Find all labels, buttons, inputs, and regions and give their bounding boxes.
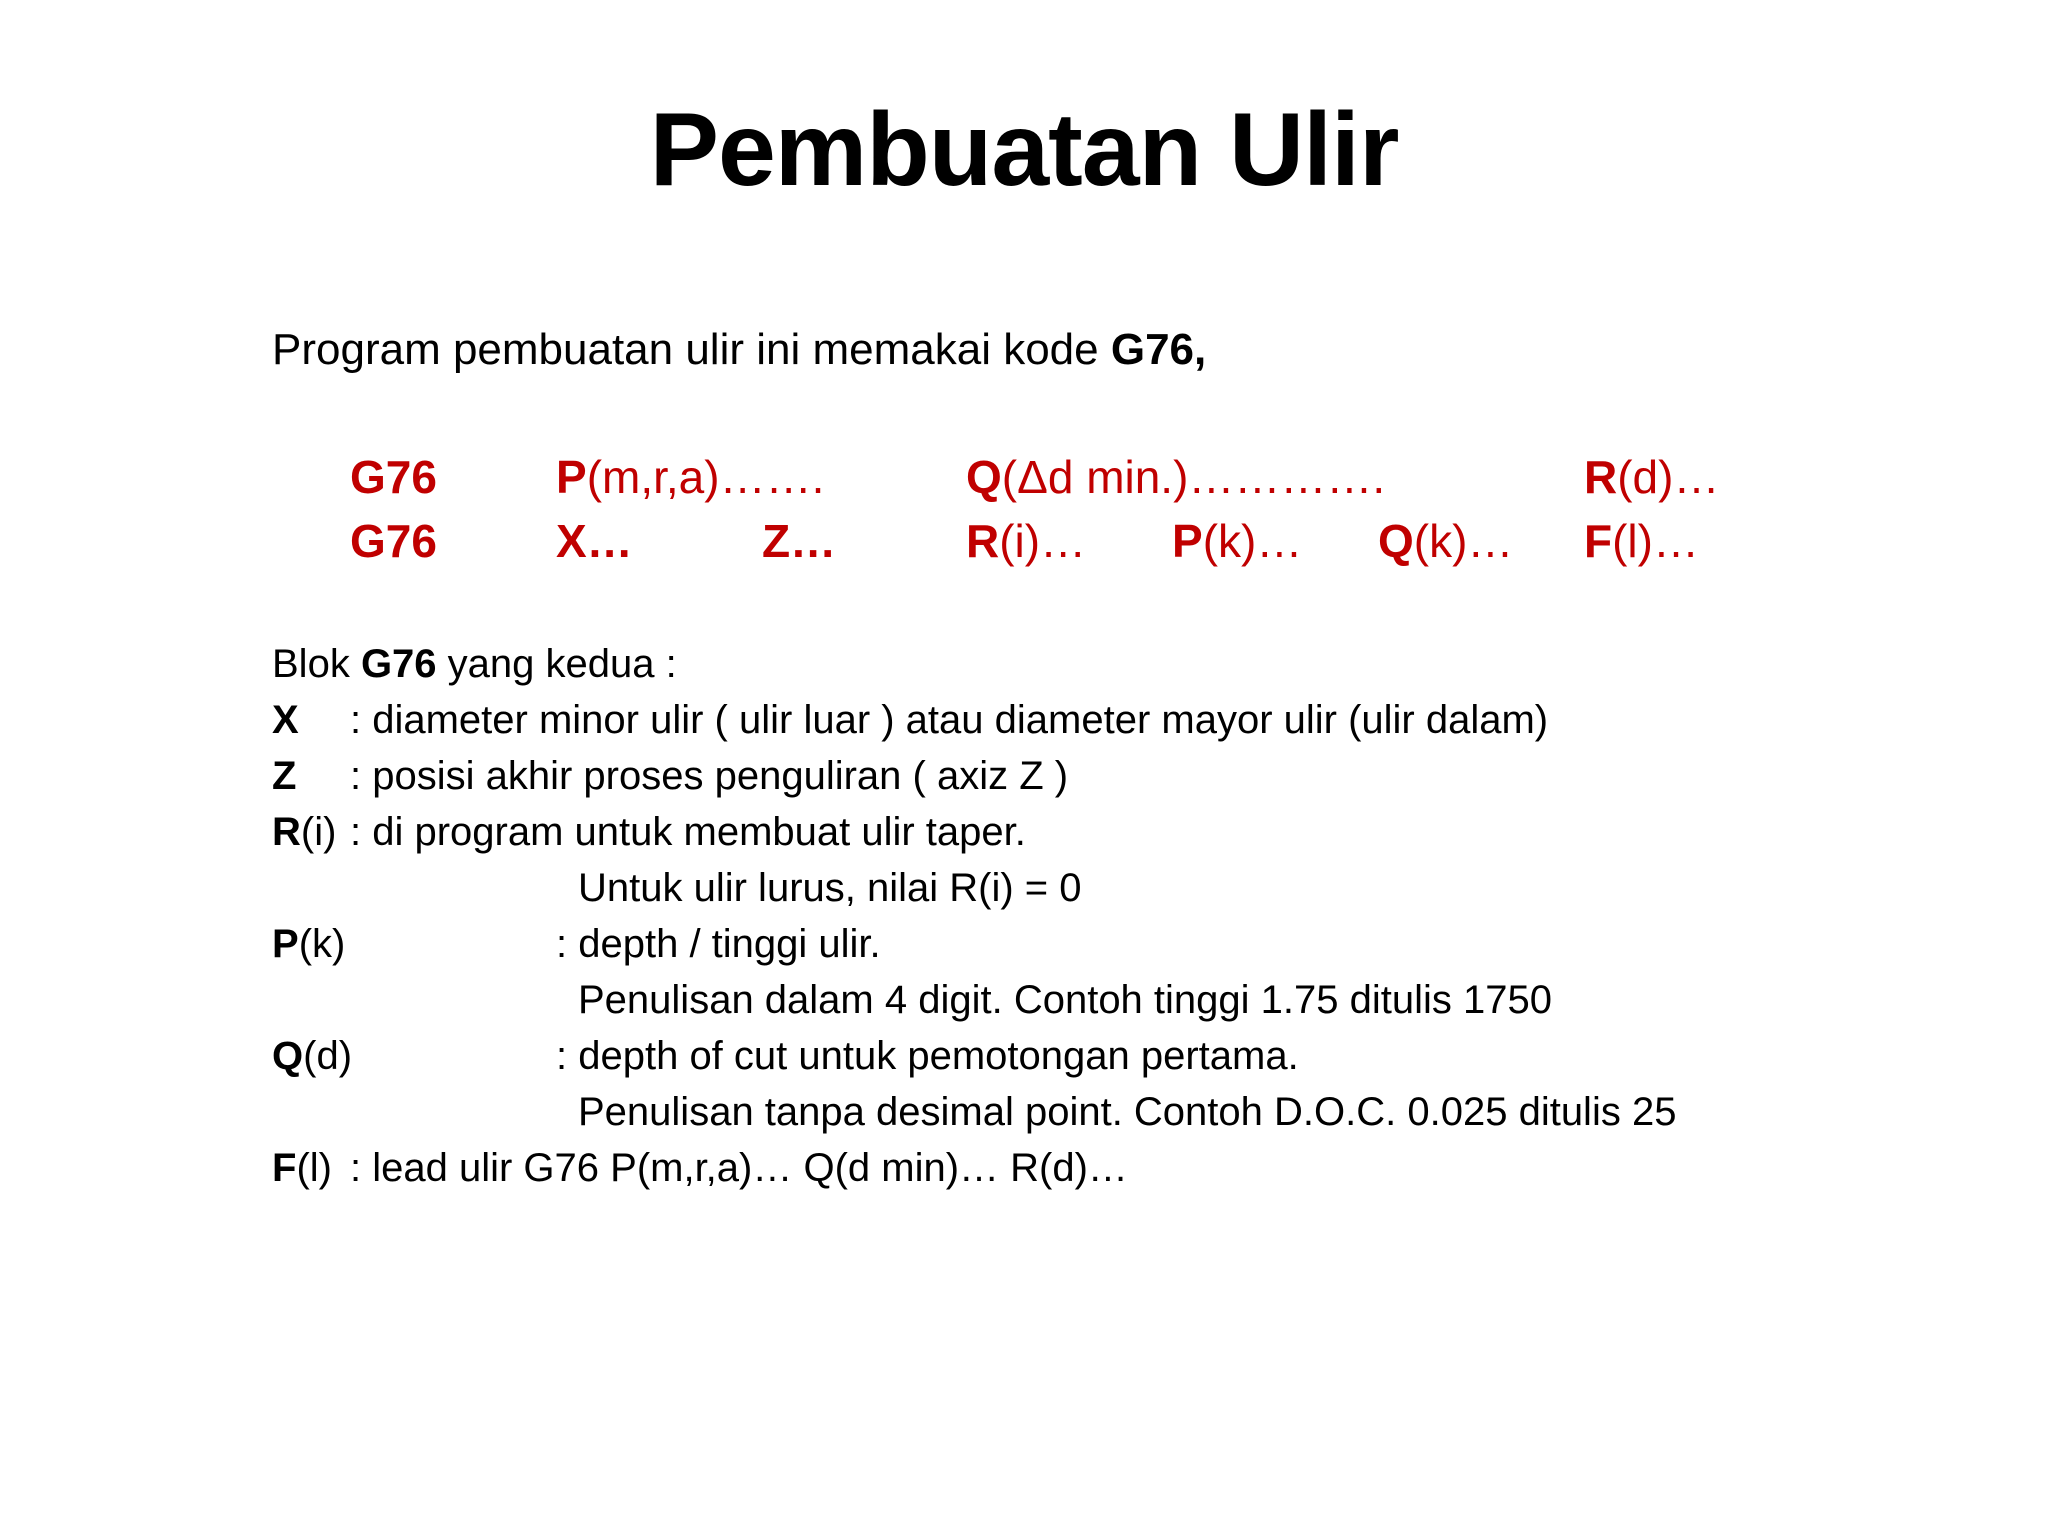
param-r-desc: : di program untuk membuat ulir taper. bbox=[350, 810, 1026, 854]
param-p-key-wrap bbox=[272, 916, 345, 972]
block-header bbox=[272, 636, 677, 692]
code-line-1-p-rest: (m,r,a)……. bbox=[586, 451, 825, 503]
code-line-1-p-letter: P bbox=[556, 451, 587, 503]
param-q-line-2 bbox=[578, 1084, 1676, 1140]
param-r-key: R bbox=[272, 810, 301, 854]
param-p-line-2 bbox=[578, 972, 1552, 1028]
param-r-desc-2: Untuk ulir lurus, nilai R(i) = 0 bbox=[578, 866, 1082, 910]
param-r-line-2 bbox=[578, 860, 1082, 916]
param-q-desc-2: Penulisan tanpa desimal point. Contoh D.O.C. 0.025 ditulis 25 bbox=[578, 1090, 1677, 1134]
param-r-key-rest: (i) bbox=[300, 810, 337, 854]
param-p-desc: : depth / tinggi ulir. bbox=[556, 922, 881, 966]
slide-title: Pembuatan Ulir bbox=[649, 92, 1399, 208]
param-x-desc: : diameter minor ulir ( ulir luar ) atau diameter mayor ulir (ulir dalam) bbox=[350, 698, 1549, 742]
param-p bbox=[272, 916, 1772, 972]
param-z bbox=[272, 748, 1772, 804]
param-q-key-wrap bbox=[272, 1028, 352, 1084]
code-line-2-r-letter: R bbox=[966, 515, 1000, 567]
block-header-post: yang kedua : bbox=[436, 642, 677, 686]
code-line-2-f-rest: (l)… bbox=[1612, 515, 1699, 567]
param-f-key: F bbox=[272, 1146, 297, 1190]
code-line-2-p-letter: P bbox=[1172, 515, 1203, 567]
code-line-2-f-letter: F bbox=[1584, 515, 1613, 567]
intro-text: Program pembuatan ulir ini memakai kode bbox=[272, 325, 1111, 374]
param-f-key-wrap bbox=[272, 1140, 332, 1196]
param-z-desc: : posisi akhir proses penguliran ( axiz Z ) bbox=[350, 754, 1069, 798]
param-f-key-rest: (l) bbox=[296, 1146, 332, 1190]
param-p-key-rest: (k) bbox=[298, 922, 346, 966]
param-q-desc: : depth of cut untuk pemotongan pertama. bbox=[556, 1034, 1299, 1078]
block-header-code: G76 bbox=[360, 642, 437, 686]
param-r-key-wrap bbox=[272, 804, 336, 860]
param-z-key: Z bbox=[272, 754, 297, 798]
param-q bbox=[272, 1028, 1772, 1084]
code-line-1-g: G76 bbox=[350, 451, 437, 503]
param-r bbox=[272, 804, 1772, 860]
code-line-2-z: Z… bbox=[762, 515, 837, 567]
param-p-key: P bbox=[272, 922, 299, 966]
param-p-desc-2: Penulisan dalam 4 digit. Contoh tinggi 1.75 ditulis 1750 bbox=[578, 978, 1552, 1022]
param-q-key: Q bbox=[272, 1034, 304, 1078]
param-f-desc: : lead ulir G76 P(m,r,a)… Q(d min)… R(d)… bbox=[350, 1146, 1128, 1190]
code-line-1-r-rest: (d)… bbox=[1617, 451, 1720, 503]
intro-line bbox=[272, 322, 1206, 378]
param-x-key: X bbox=[272, 698, 299, 742]
code-line-2-x: X… bbox=[556, 515, 633, 567]
code-line-2-q-rest: (k)… bbox=[1413, 515, 1514, 567]
code-line-1-q-letter: Q bbox=[966, 451, 1002, 503]
block-header-pre: Blok bbox=[272, 642, 361, 686]
code-line-2-r-rest: (i)… bbox=[999, 515, 1087, 567]
code-line-2-p-rest: (k)… bbox=[1202, 515, 1303, 567]
param-f bbox=[272, 1140, 1772, 1196]
code-line-2-g: G76 bbox=[350, 515, 437, 567]
param-q-key-rest: (d) bbox=[303, 1034, 353, 1078]
param-x bbox=[272, 692, 1772, 748]
intro-code: G76, bbox=[1110, 325, 1207, 374]
code-line-1-r-letter: R bbox=[1584, 451, 1618, 503]
code-line-1-q-rest: (Δd min.)…………. bbox=[1001, 451, 1386, 503]
code-line-2-q-letter: Q bbox=[1378, 515, 1414, 567]
